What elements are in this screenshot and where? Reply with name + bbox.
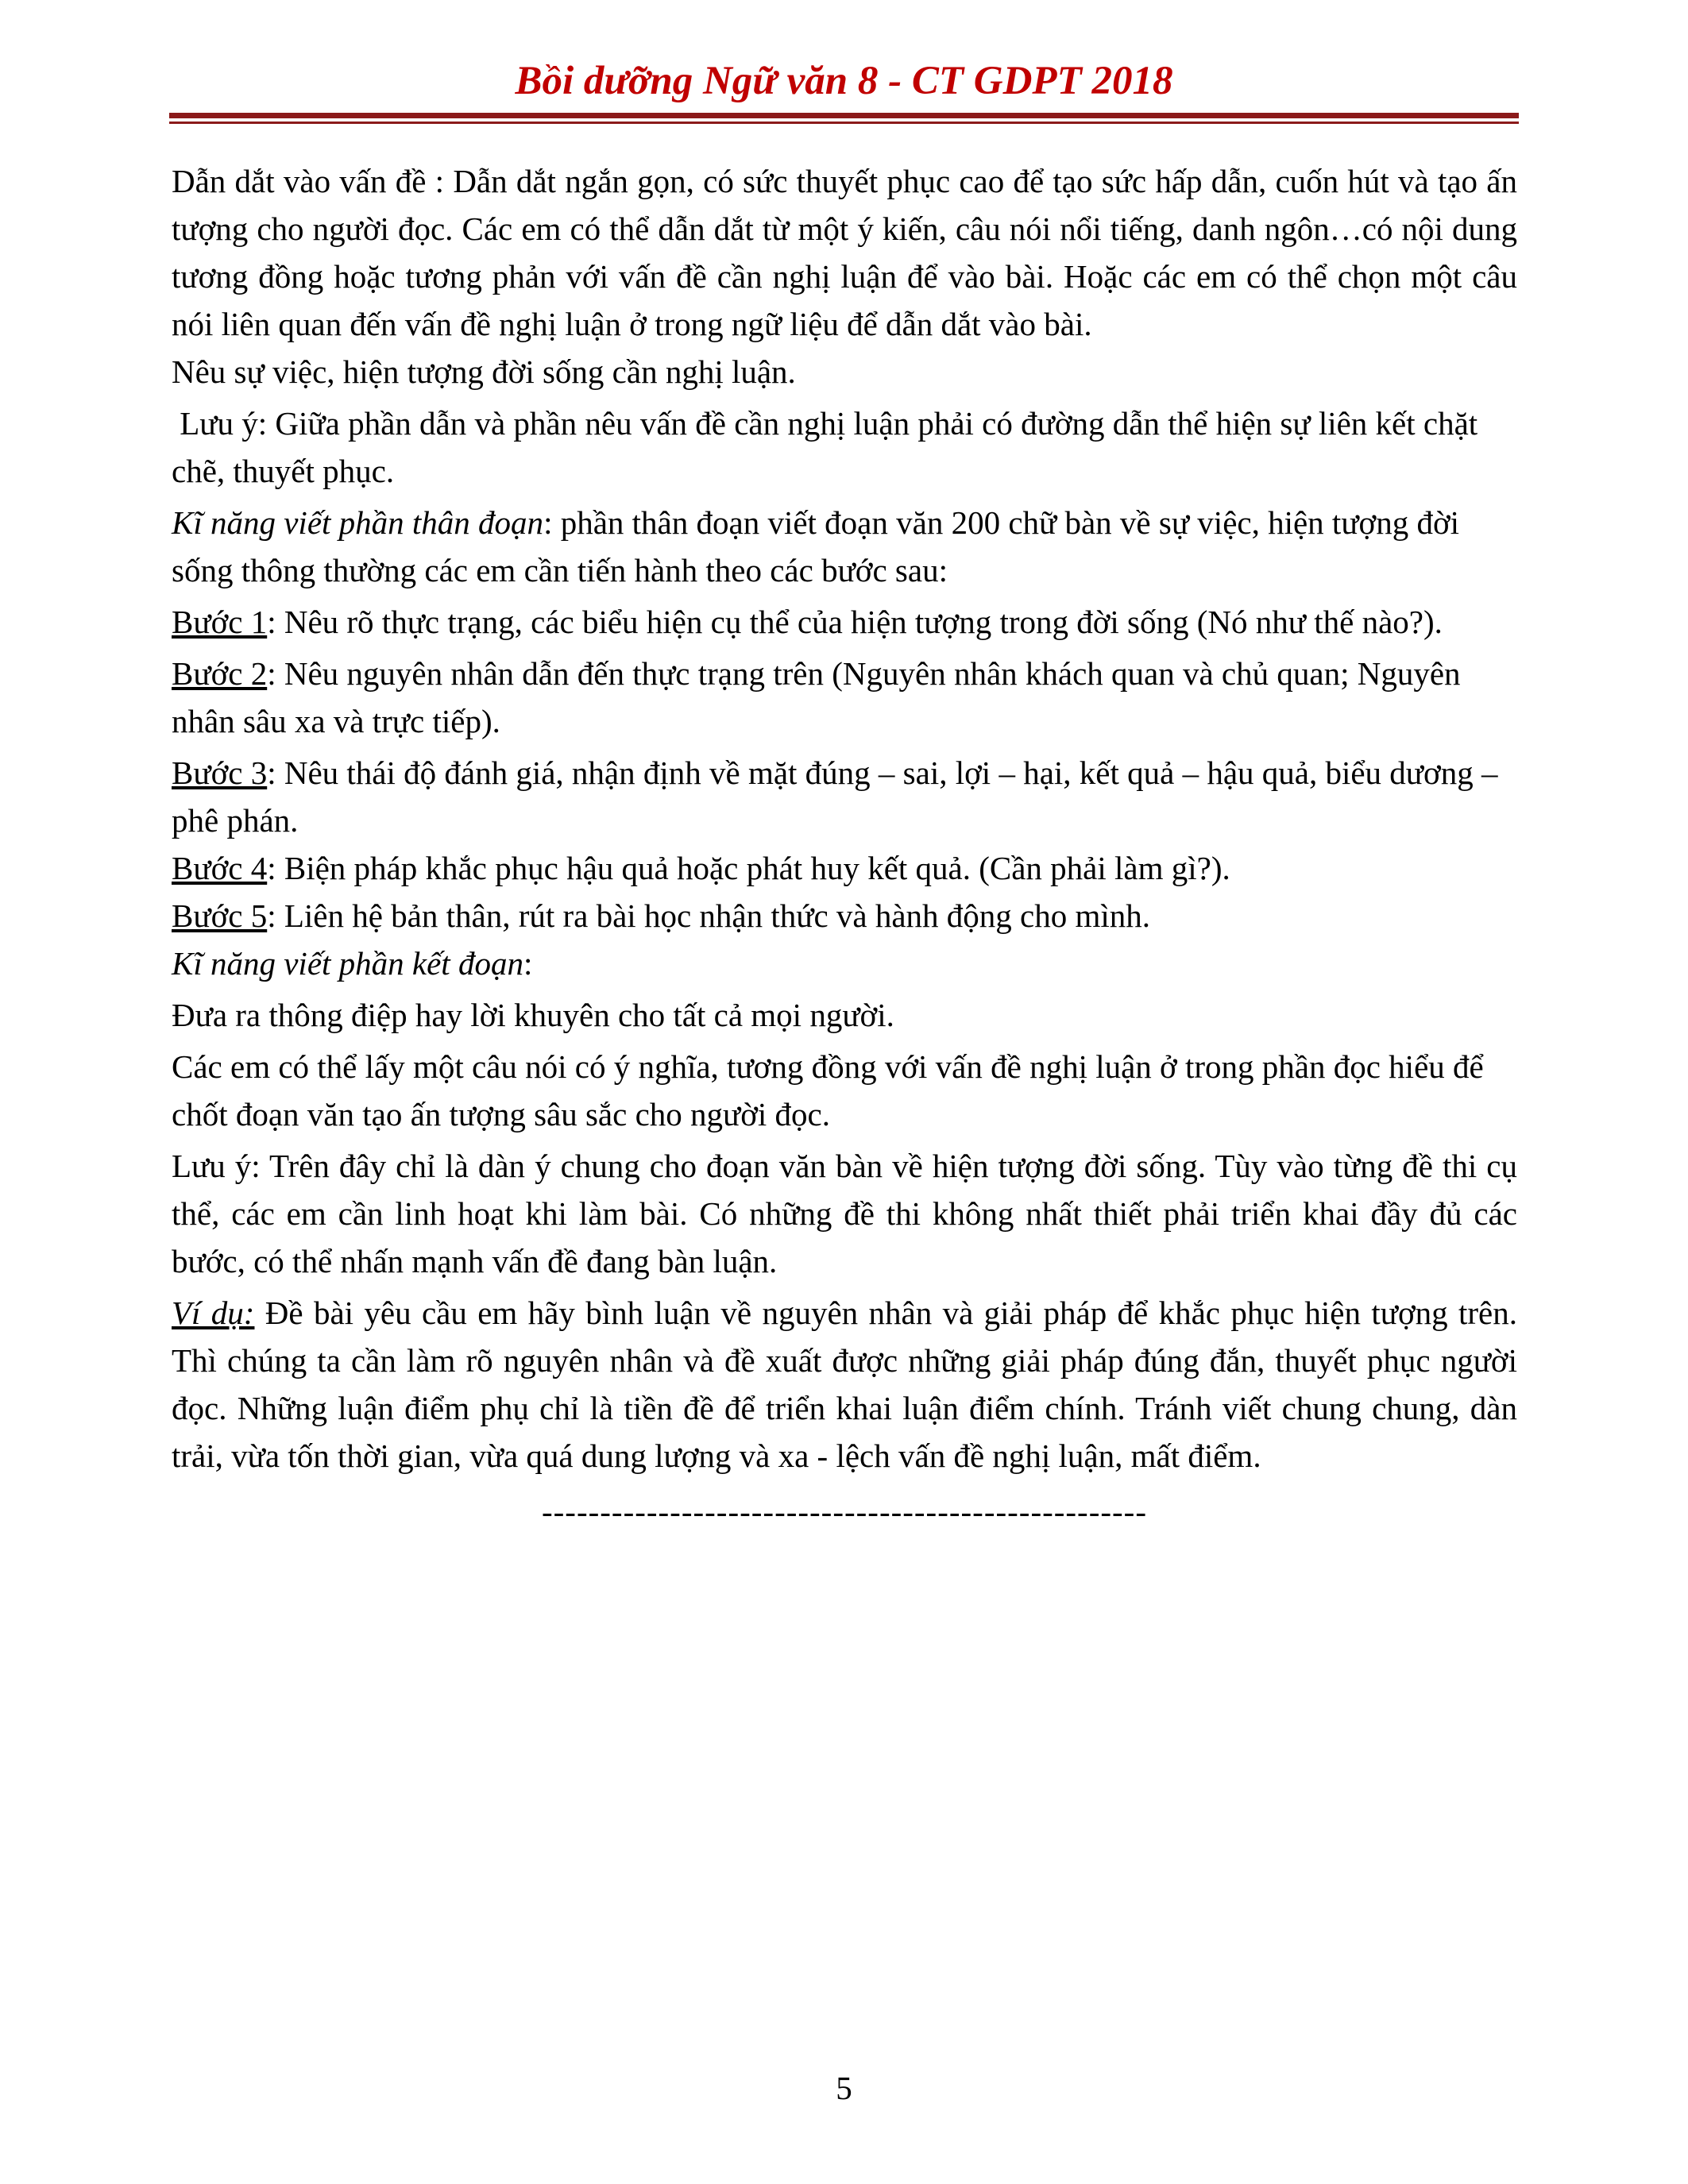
step-label: Bước 2 bbox=[172, 655, 268, 692]
header-rule-thin bbox=[169, 122, 1519, 124]
example-text: Đề bài yêu cầu em hãy bình luận về nguyên nhân và giải pháp để khắc phục hiện tượng trên. Thì chúng ta cần làm rõ nguyên nhân và đề xuất được những giải pháp đúng đắn, thuyết phục người đọc. Những luận điểm phụ chỉ là tiền đề để triển khai luận điểm chính. Tránh viết chung chung, dàn trải, vừa tốn thời gian, vừa quá dung lượng và xa - lệch vấn đề nghị luận, mất điểm. bbox=[172, 1295, 1518, 1474]
body-skill-heading: Kĩ năng viết phần thân đoạn bbox=[172, 504, 544, 541]
body-skill-paragraph bbox=[172, 499, 1517, 594]
example-label: Ví dụ: bbox=[172, 1295, 255, 1331]
step-text: : Nêu thái độ đánh giá, nhận định về mặt đúng – sai, lợi – hại, kết quả – hậu quả, biểu dương – phê phán. bbox=[172, 754, 1498, 839]
step-text: : Nêu nguyên nhân dẫn đến thực trạng trên (Nguyên nhân khách quan và chủ quan; Nguyên nhân sâu xa và trực tiếp). bbox=[172, 655, 1461, 739]
section-separator: ---------------------------------------------------- bbox=[542, 1493, 1147, 1530]
page-header-title: Bồi dưỡng Ngữ văn 8 - CT GDPT 2018 bbox=[515, 59, 1173, 103]
step-label: Bước 1 bbox=[172, 604, 268, 640]
step-item bbox=[172, 749, 1517, 844]
conclusion-skill-paragraph bbox=[172, 940, 1517, 987]
conclusion-skill-colon: : bbox=[523, 945, 533, 982]
step-item bbox=[172, 650, 1517, 745]
step-text: : Nêu rõ thực trạng, các biểu hiện cụ thể của hiện tượng trong đời sống (Nó như thế nào?). bbox=[267, 604, 1443, 640]
step-label: Bước 3 bbox=[172, 754, 268, 791]
quote-paragraph: Các em có thể lấy một câu nói có ý nghĩa, tương đồng với vấn đề nghị luận ở trong phần đọc hiểu để chốt đoạn văn tạo ấn tượng sâu sắc cho người đọc. bbox=[172, 1048, 1484, 1133]
step-text: : Liên hệ bản thân, rút ra bài học nhận thức và hành động cho mình. bbox=[267, 897, 1151, 934]
example-paragraph bbox=[172, 1289, 1517, 1480]
page-number: 5 bbox=[836, 2070, 852, 2106]
header-rule-thick bbox=[169, 113, 1519, 118]
issue-paragraph: Nêu sự việc, hiện tượng đời sống cần nghị luận. bbox=[172, 353, 796, 390]
message-paragraph: Đưa ra thông điệp hay lời khuyên cho tất cả mọi người. bbox=[172, 997, 894, 1033]
step-item bbox=[172, 844, 1517, 892]
step-item bbox=[172, 892, 1517, 940]
note-paragraph: Lưu ý: Giữa phần dẫn và phần nêu vấn đề cần nghị luận phải có đường dẫn thể hiện sự liên kết chặt chẽ, thuyết phục. bbox=[172, 405, 1486, 489]
document-body bbox=[172, 157, 1517, 1535]
conclusion-skill-heading: Kĩ năng viết phần kết đoạn bbox=[172, 945, 523, 982]
step-text: : Biện pháp khắc phục hậu quả hoặc phát huy kết quả. (Cần phải làm gì?). bbox=[267, 850, 1230, 886]
step-label: Bước 4 bbox=[172, 850, 268, 886]
step-item bbox=[172, 598, 1517, 646]
step-label: Bước 5 bbox=[172, 897, 268, 934]
body-skill-text: : phần thân đoạn viết đoạn văn 200 chữ bàn về sự việc, hiện tượng đời sống thông thường các em cần tiến hành theo các bước sau: bbox=[172, 504, 1460, 588]
intro-paragraph: Dẫn dắt vào vấn đề : Dẫn dắt ngắn gọn, có sức thuyết phục cao để tạo sức hấp dẫn, cuốn hút và tạo ấn tượng cho người đọc. Các em có thể dẫn dắt từ một ý kiến, câu nói nổi tiếng, danh ngôn…có nội dung tương đồng hoặc tương phản với vấn đề cần nghị luận để vào bài. Hoặc các em có thể chọn một câu nói liên quan đến vấn đề nghị luận ở trong ngữ liệu để dẫn dắt vào bài. bbox=[172, 163, 1517, 342]
note-outline-paragraph: Lưu ý: Trên đây chỉ là dàn ý chung cho đoạn văn bàn về hiện tượng đời sống. Tùy vào từng đề thi cụ thể, các em cần linh hoạt khi làm bài. Có những đề thi không nhất thiết phải triển khai đầy đủ các bước, có thể nhấn mạnh vấn đề đang bàn luận. bbox=[172, 1148, 1517, 1279]
